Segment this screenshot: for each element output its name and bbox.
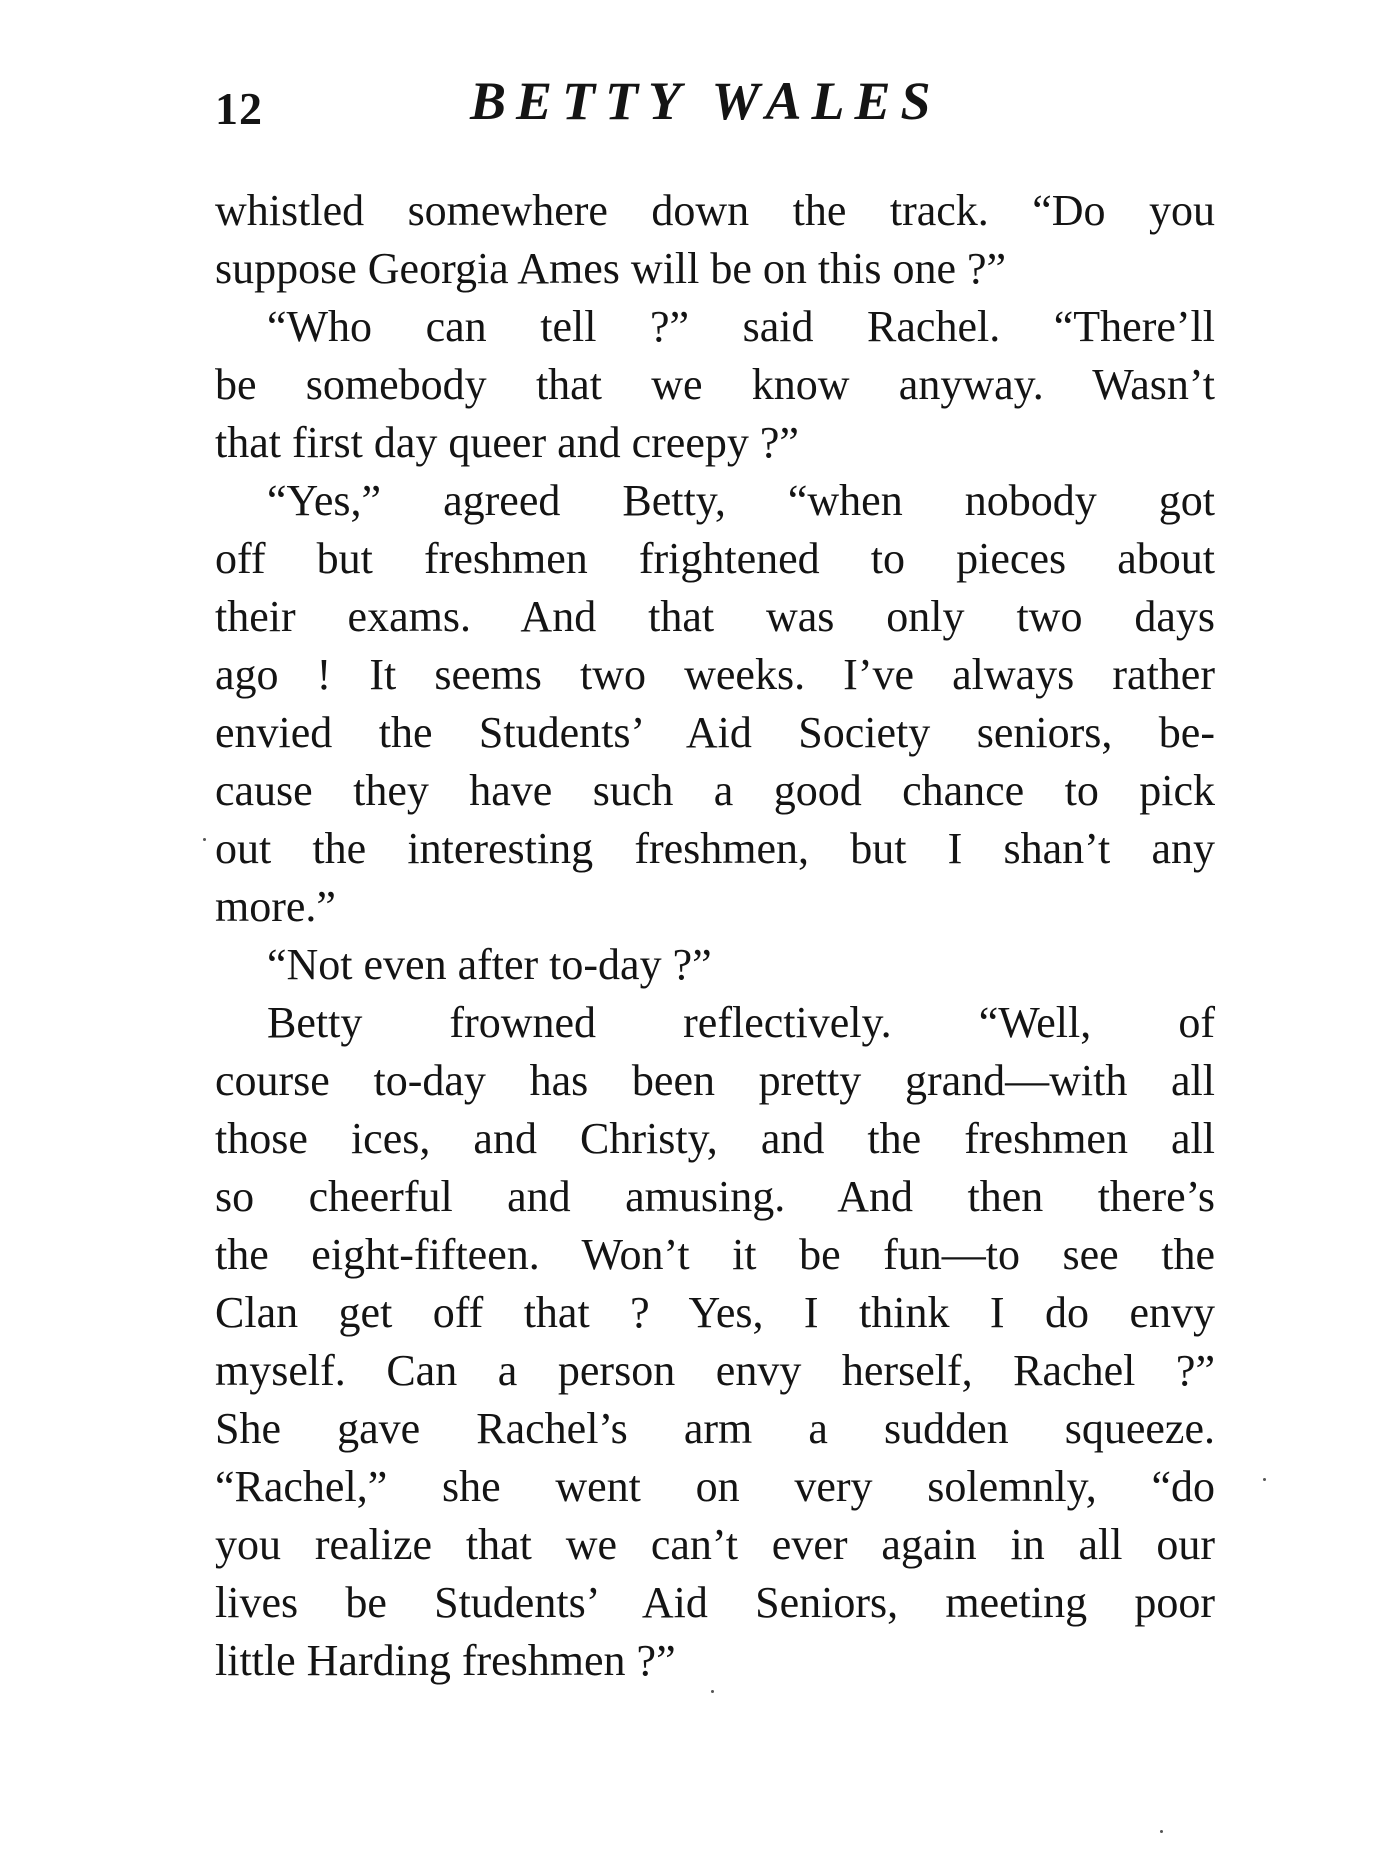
text-line: suppose Georgia Ames will be on this one ?” [215,244,1007,293]
text-line: more.” [215,882,336,931]
text-line: little Harding freshmen ?” [215,1636,676,1685]
running-title: BETTY WALES [470,71,941,131]
text-line: ago ! It seems two weeks. I’ve always rather [215,650,1215,699]
text-line: myself. Can a person envy herself, Rachel ?” [215,1346,1215,1395]
text-line: “Not even after to-day ?” [267,940,712,989]
text-line: envied the Students’ Aid Society seniors, be- [215,708,1215,757]
text-line: course to-day has been pretty grand—with all [215,1056,1215,1105]
scan-speck [1160,1830,1163,1833]
text-line: Clan get off that ? Yes, I think I do envy [215,1288,1215,1337]
text-line: out the interesting freshmen, but I shan’t any [215,824,1215,873]
scan-speck [203,838,206,841]
text-line: you realize that we can’t ever again in all our [215,1520,1215,1569]
text-line: that first day queer and creepy ?” [215,418,799,467]
text-line: their exams. And that was only two days [215,592,1215,641]
text-line: off but freshmen frightened to pieces about [215,534,1215,583]
text-line: the eight-fifteen. Won’t it be fun—to see the [215,1230,1215,1279]
text-line: so cheerful and amusing. And then there’s [215,1172,1215,1221]
text-line: “Rachel,” she went on very solemnly, “do [215,1462,1215,1511]
text-line: whistled somewhere down the track. “Do you [215,186,1215,235]
text-line: be somebody that we know anyway. Wasn’t [215,360,1215,409]
text-line: cause they have such a good chance to pick [215,766,1215,815]
text-line: “Yes,” agreed Betty, “when nobody got [267,476,1215,525]
scan-speck [1263,1478,1266,1481]
text-line: “Who can tell ?” said Rachel. “There’ll [267,302,1215,351]
page-number: 12 [215,83,263,134]
scan-speck [711,1690,714,1693]
running-head [215,70,1215,140]
body-text [215,182,1215,1690]
text-line: lives be Students’ Aid Seniors, meeting poor [215,1578,1215,1627]
text-line: She gave Rachel’s arm a sudden squeeze. [215,1404,1215,1453]
text-line: Betty frowned reflectively. “Well, of [267,998,1215,1047]
text-line: those ices, and Christy, and the freshmen all [215,1114,1215,1163]
